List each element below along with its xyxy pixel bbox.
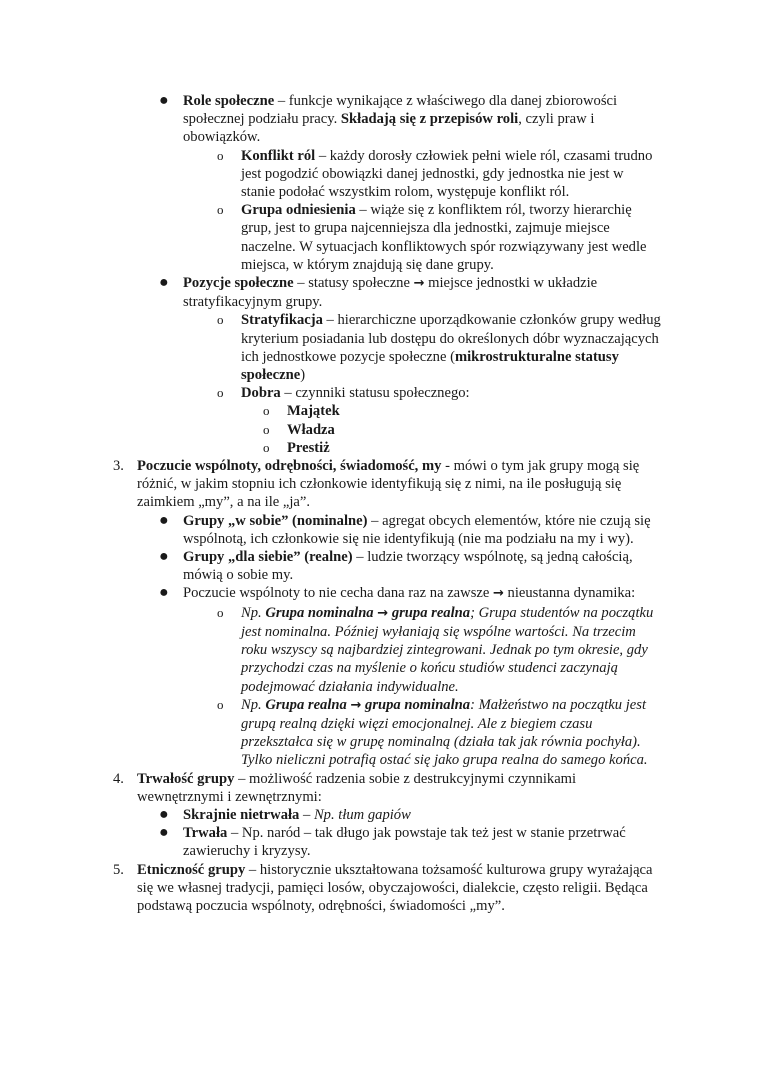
term: Role społeczne	[183, 93, 275, 109]
circle-bullet-icon: o	[217, 312, 224, 328]
bullet-icon: ●	[159, 805, 169, 823]
circle-bullet-icon: o	[263, 403, 270, 419]
bullet-icon: ●	[159, 511, 169, 529]
list-item-grupa-odniesienia: o Grupa odniesienia – wiąże się z konfliktem ról, tworzy hierarchię grup, jest to grupa najcenniejsza dla jednostki, zajmuje miejsce naczelne. W sytuacjach konfliktowych spór rozwiązywany jest wedle miejsca, w którym znajdują się dane grupy.	[217, 202, 647, 273]
list-item-stratyfikacja: o Stratyfikacja – hierarchiczne uporządkowanie członków grupy według kryterium posiadania lub dostępu do określonych dóbr wyznaczających ich jednostkowe pozycje społeczne (mikrostrukturalne statusy społeczne)	[217, 312, 661, 384]
bullet-icon: ●	[159, 824, 169, 842]
list-item-dobra: o Dobra – czynniki statusu społecznego:	[217, 385, 470, 402]
arrow-right-icon: →	[492, 586, 504, 602]
list-item-example-nominalna-realna: o Np. Grupa nominalna → grupa realna; Grupa studentów na początku jest nominalna. Później wyłaniają się wspólne wartości. Na trzecim roku wszyscy są najbardziej zintegrowani. Jednak po tym okresie, gdy przychodzi czas na myślenie o końcu studiów studenci zaczynają podejmować działania indywidualne.	[217, 604, 654, 695]
list-item-skrajnie-nietrwala: ● Skrajnie nietrwała – Np. tłum gapiów	[159, 805, 411, 823]
circle-bullet-icon: o	[217, 385, 224, 401]
item-number: 5.	[113, 861, 124, 878]
numbered-item-3: 3. Poczucie wspólnoty, odrębności, świadomość, my - mówi o tym jak grupy mogą się różnić, w jakim stopniu ich członkowie identyfikują się z nimi, na ile posługują się zaimkiem „my”, a na ile „ja”.	[113, 458, 640, 511]
arrow-right-icon: →	[377, 605, 389, 621]
list-item-wladza: o Władza	[263, 421, 335, 438]
circle-bullet-icon: o	[217, 147, 224, 163]
list-item-pozycje-spoleczne: ● Pozycje społeczne – statusy społeczne → miejsce jednostki w układzie stratyfikacyjnym grupy.	[159, 274, 598, 311]
arrow-right-icon: →	[413, 276, 425, 292]
circle-bullet-icon: o	[217, 202, 224, 218]
bullet-icon: ●	[159, 274, 169, 292]
circle-bullet-icon: o	[217, 696, 224, 712]
list-item-example-realna-nominalna: o Np. Grupa realna → grupa nominalna: Małżeństwo na początku jest grupą realną dzięki więzi emocjonalnej. Ale z biegiem czasu przekształca się w grupę nominalną (działa tak jak równia pochyła). Tylko nieliczni potrafią ostać się jako grupa realna do samego końca.	[217, 696, 648, 769]
list-item-trwala: ● Trwała – Np. naród – tak długo jak powstaje tak też jest w stanie przetrwać zawieruchy i kryzysy.	[159, 824, 626, 860]
list-item-grupy-dla-siebie: ● Grupy „dla siebie” (realne) – ludzie tworzący wspólnotę, są jedną całością, mówią o sobie my.	[159, 548, 633, 584]
arrow-right-icon: →	[350, 697, 362, 713]
circle-bullet-icon: o	[263, 421, 270, 437]
list-item-prestiz: o Prestiż	[263, 439, 330, 456]
list-item-grupy-w-sobie: ● Grupy „w sobie” (nominalne) – agregat obcych elementów, które nie czują się wspólnotą, ich członkowie się nie identyfikują (nie ma podziału na my i wy).	[159, 511, 651, 547]
bullet-icon: ●	[159, 548, 169, 566]
circle-bullet-icon: o	[217, 604, 224, 620]
item-number: 4.	[113, 770, 124, 787]
numbered-item-5: 5. Etniczność grupy – historycznie ukształtowana tożsamość kulturowa grupy wyrażająca się we własnej tradycji, pamięci losów, obyczajowości, dialekcie, często religii. Będąca podstawą poczucia wspólnoty, odrębności, świadomości „my”.	[113, 861, 653, 914]
circle-bullet-icon: o	[263, 439, 270, 455]
list-item-poczucie-wspolnoty: ● Poczucie wspólnoty to nie cecha dana raz na zawsze → nieustanna dynamika:	[159, 584, 636, 602]
numbered-item-4: 4. Trwałość grupy – możliwość radzenia sobie z destrukcyjnymi czynnikami wewnętrznymi i zewnętrznymi:	[113, 770, 577, 805]
bullet-icon: ●	[159, 584, 169, 602]
list-item-role-spoleczne: ● Role społeczne – funkcje wynikające z właściwego dla danej zbiorowości społecznej podziału pracy. Składają się z przepisów roli, czyli praw i obowiązków.	[159, 92, 618, 146]
list-item-konflikt-rol: o Konflikt ról – każdy dorosły człowiek pełni wiele ról, czasami trudno jest pogodzić obowiązki danej jednostki, gdy jednostka nie jest w stanie podołać wszystkim rolom, występuje konflikt ról.	[217, 147, 653, 201]
item-number: 3.	[113, 458, 124, 475]
bullet-icon: ●	[159, 92, 169, 109]
list-item-majatek: o Majątek	[263, 403, 340, 420]
document-page	[0, 92, 760, 915]
